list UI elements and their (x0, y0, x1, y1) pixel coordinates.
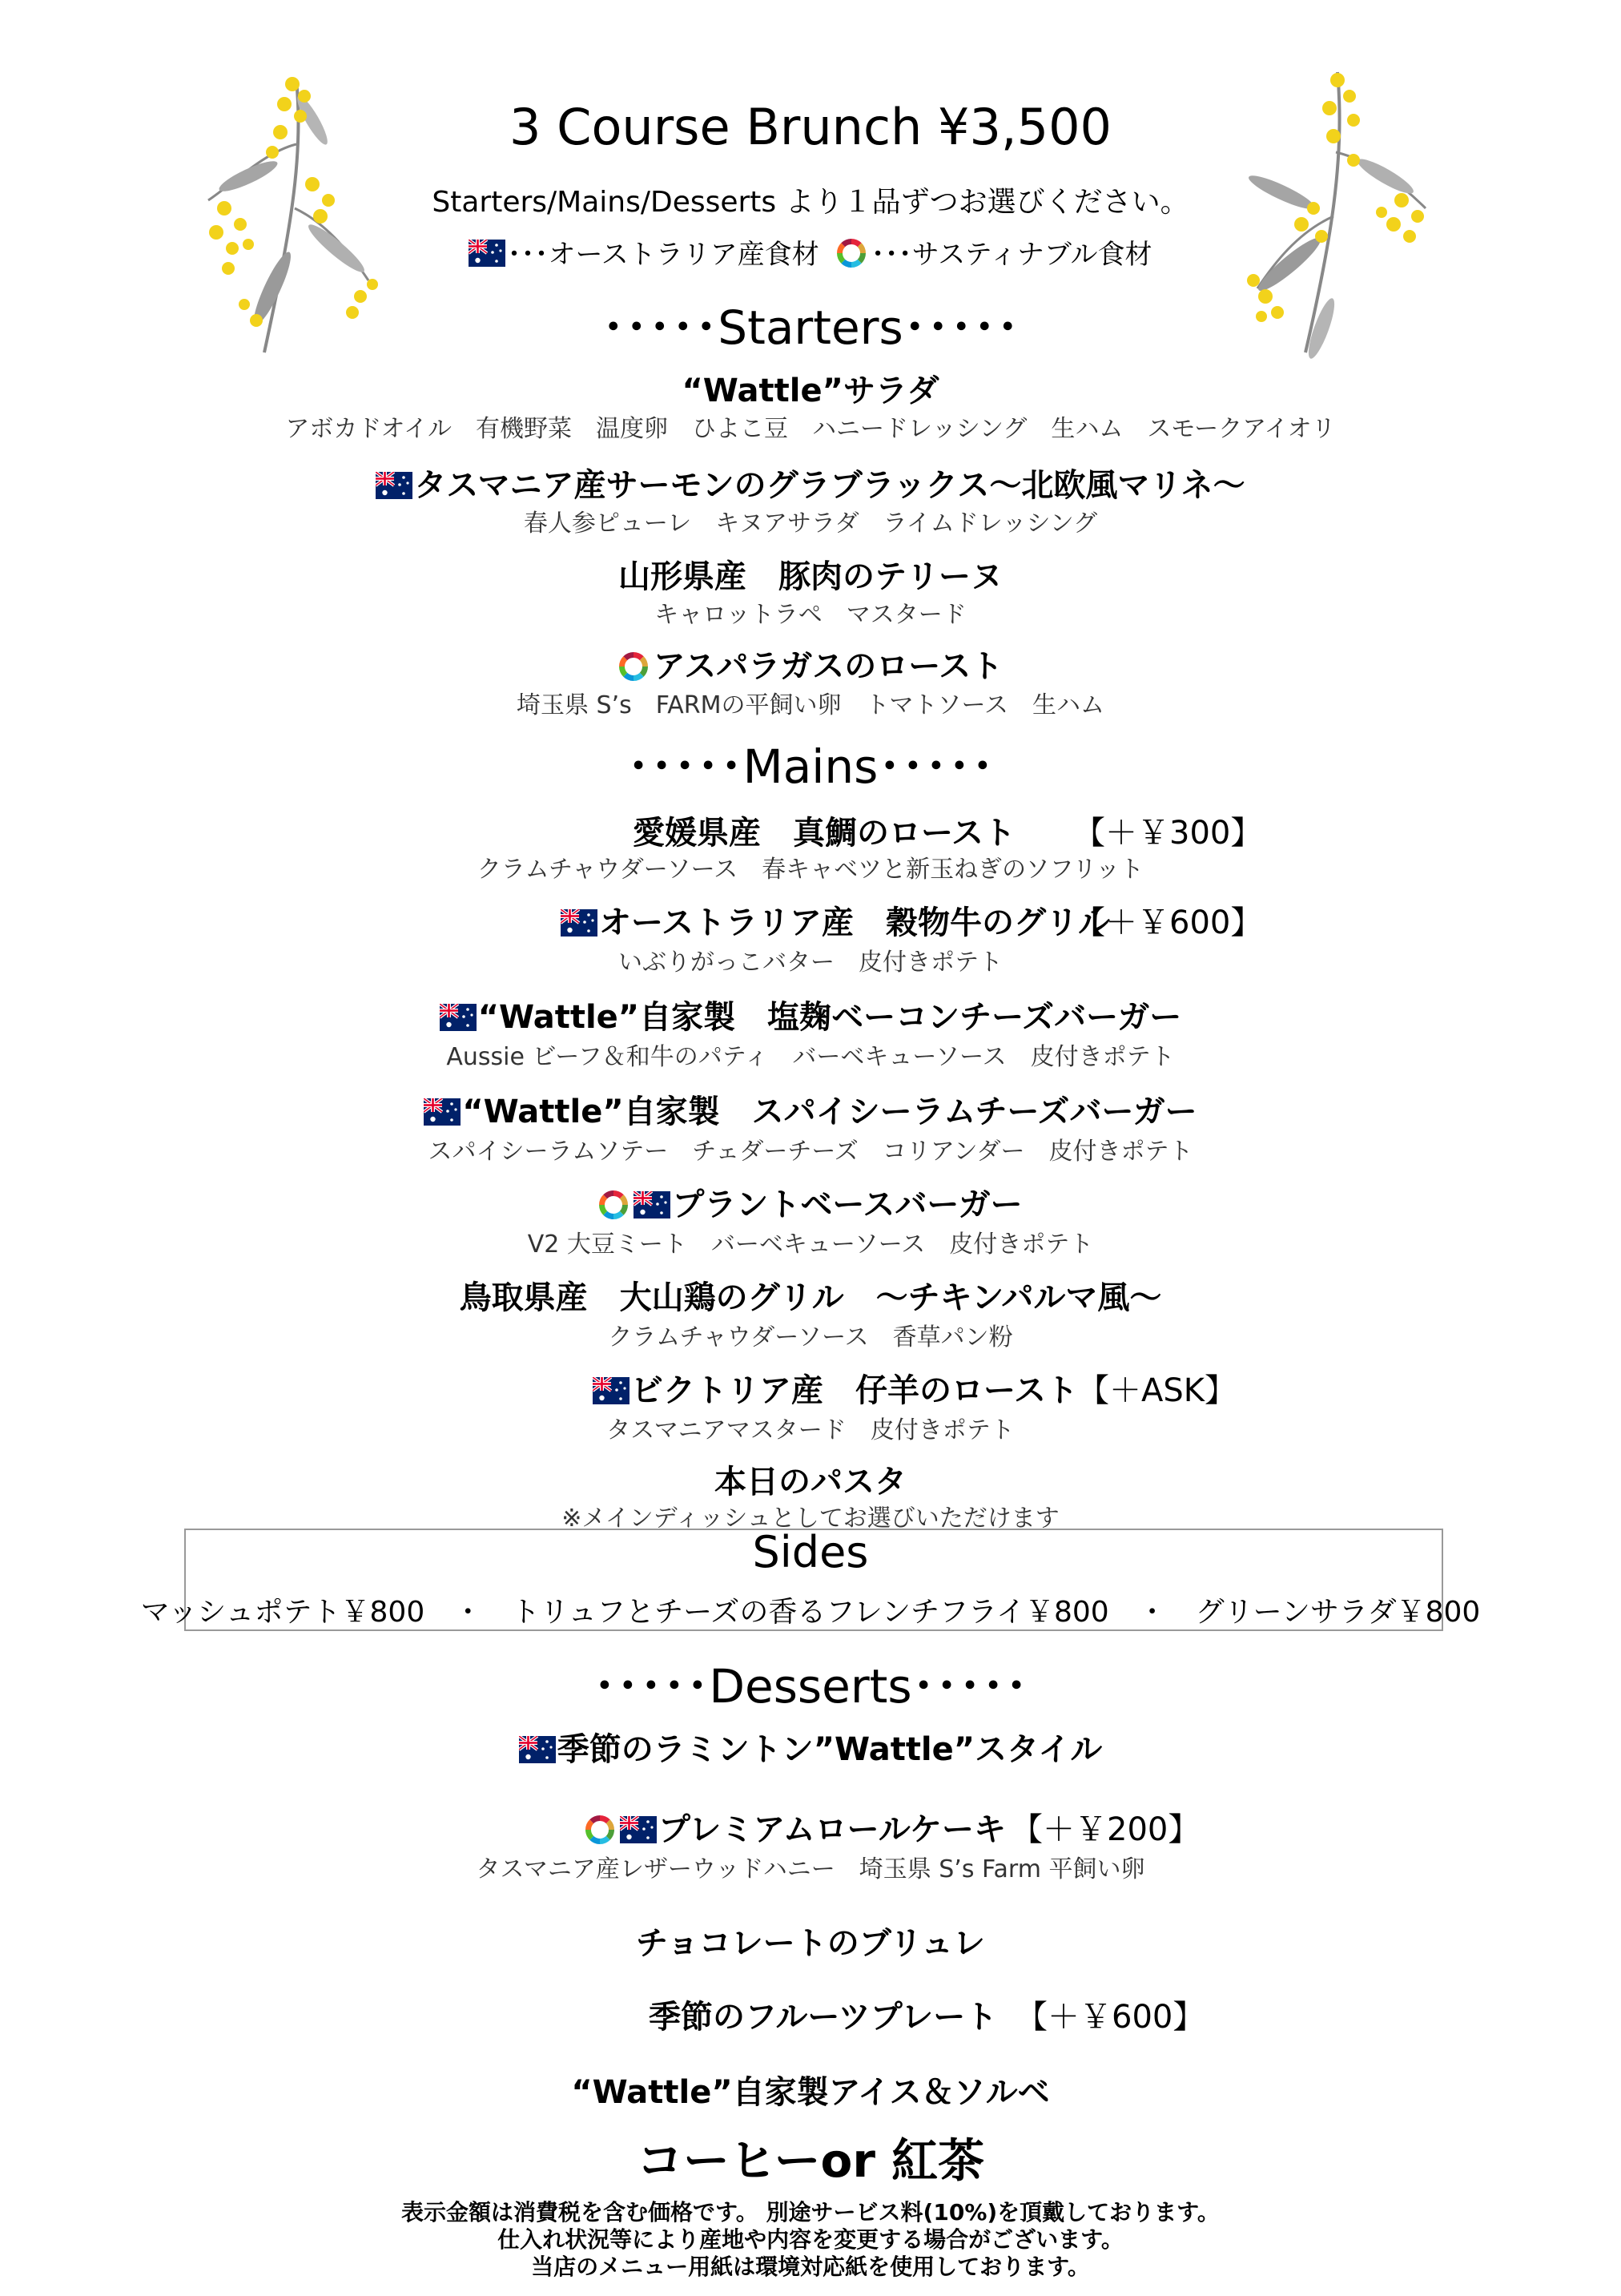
starter-item-desc: アボカドオイル 有機野菜 温度卵 ひよこ豆 ハニードレッシング 生ハム スモークアイオリ (285, 415, 1336, 443)
dessert-item-price: 【＋￥600】 (1016, 1999, 1205, 2036)
main-item-name: “Wattle”自家製 スパイシーラムチーズバーガー (0, 1086, 1621, 1132)
australian-flag-icon (593, 1377, 629, 1404)
dessert-item-name: チョコレートのブリュレ (636, 1925, 985, 1962)
drink-title: コーヒーor 紅茶 (636, 2133, 985, 2188)
dessert-item-name: “Wattle”自家製アイス＆ソルベ (571, 2074, 1050, 2111)
australian-flag-icon (634, 1191, 670, 1218)
main-item-desc: Aussie ビーフ＆和牛のパティ バーベキューソース 皮付きポテト (446, 1043, 1175, 1071)
section-starters-title: ･････Starters･････ (601, 300, 1020, 355)
starter-item-desc: 春人参ピューレ キヌアサラダ ライムドレッシング (523, 510, 1098, 538)
australian-flag-icon (424, 1098, 461, 1126)
main-item-name: 本日のパスタ (714, 1464, 907, 1500)
legend-sdg-label: ･･･サスティナブル食材 (871, 239, 1152, 271)
main-item-price: 【＋ASK】 (1077, 1372, 1237, 1409)
australian-flag-icon (469, 240, 505, 267)
starter-item-name: “Wattle”サラダ (682, 373, 939, 409)
section-desserts-title: ･････Desserts･････ (593, 1659, 1028, 1714)
australian-flag-icon (376, 472, 412, 499)
starter-item-desc: キャロットラペ マスタード (654, 601, 967, 629)
main-item-name: 鳥取県産 大山鶏のグリル ～チキンパルマ風～ (459, 1279, 1162, 1316)
section-mains-title: ･････Mains･････ (626, 739, 995, 794)
main-item-desc: タスマニアマスタード 皮付きポテト (606, 1416, 1015, 1444)
main-item-price: 【＋￥300】 (1073, 815, 1263, 852)
main-item-name: ビクトリア産 仔羊のロースト (593, 1365, 1078, 1411)
main-item-desc: ※メインディッシュとしてお選びいただけます (561, 1504, 1060, 1533)
starter-item-desc: 埼玉県 S’s FARMの平飼い卵 トマトソース 生ハム (517, 691, 1104, 719)
dessert-item-name: プレミアムロールケーキ (585, 1804, 1006, 1850)
main-item-desc: クラムチャウダーソース 香草パン粉 (608, 1323, 1013, 1351)
sdg-wheel-icon (618, 651, 649, 682)
sdg-wheel-icon (836, 238, 867, 268)
main-item-desc: クラムチャウダーソース 春キャベツと新玉ねぎのソフリット (477, 856, 1144, 884)
legend-aus-label: ･･･オーストラリア産食材 (507, 239, 819, 271)
footer-note: 表示金額は消費税を含む価格です。 別途サービス料(10%)を頂戴しております。 (401, 2199, 1220, 2226)
main-item-name: 愛媛県産 真鯛のロースト (633, 815, 1016, 852)
starter-item-name: 山形県産 豚肉のテリーヌ (618, 558, 1003, 595)
sdg-wheel-icon (598, 1190, 629, 1220)
australian-flag-icon (620, 1816, 657, 1843)
starter-item-name: アスパラガスのロースト (0, 641, 1621, 687)
menu-subtitle: Starters/Mains/Desserts より１品ずつお選びください。 (432, 186, 1189, 219)
australian-flag-icon (440, 1004, 477, 1031)
main-item-price: 【＋￥600】 (1073, 904, 1263, 941)
main-item-name: “Wattle”自家製 塩麹ベーコンチーズバーガー (0, 992, 1621, 1037)
dessert-item-price: 【＋￥200】 (1011, 1811, 1201, 1848)
footer-note: 仕入れ状況等により産地や内容を変更する場合がございます。 (497, 2226, 1124, 2253)
starter-item-name: タスマニア産サーモンのグラブラックス～北欧風マリネ～ (0, 460, 1621, 506)
ingredient-legend (0, 232, 1621, 272)
section-sides-title: Sides (752, 1527, 869, 1577)
main-item-name: プラントベースバーガー (0, 1179, 1621, 1225)
main-item-desc: スパイシーラムソテー チェダーチーズ コリアンダー 皮付きポテト (428, 1138, 1193, 1166)
menu-title: 3 Course Brunch ¥3,500 (509, 98, 1112, 156)
dessert-item-desc: タスマニア産レザーウッドハニー 埼玉県 S’s Farm 平飼い卵 (476, 1855, 1145, 1883)
sdg-wheel-icon (585, 1815, 615, 1845)
australian-flag-icon (561, 909, 597, 937)
main-item-desc: V2 大豆ミート バーベキューソース 皮付きポテト (527, 1231, 1094, 1259)
main-item-desc: いぶりがっこバター 皮付きポテト (618, 949, 1003, 977)
australian-flag-icon (519, 1736, 556, 1763)
dessert-item-name: 季節のラミントン”Wattle”スタイル (0, 1724, 1621, 1770)
footer-note: 当店のメニュー用紙は環境対応紙を使用しております。 (531, 2254, 1090, 2280)
sides-list: マッシュポテト￥800 ・ トリュフとチーズの香るフレンチフライ￥800 ・ グリーンサラダ￥800 (140, 1596, 1481, 1629)
main-item-name: オーストラリア産 穀物牛のグリル (561, 897, 1110, 943)
dessert-item-name: 季節のフルーツプレート (649, 1999, 998, 2036)
